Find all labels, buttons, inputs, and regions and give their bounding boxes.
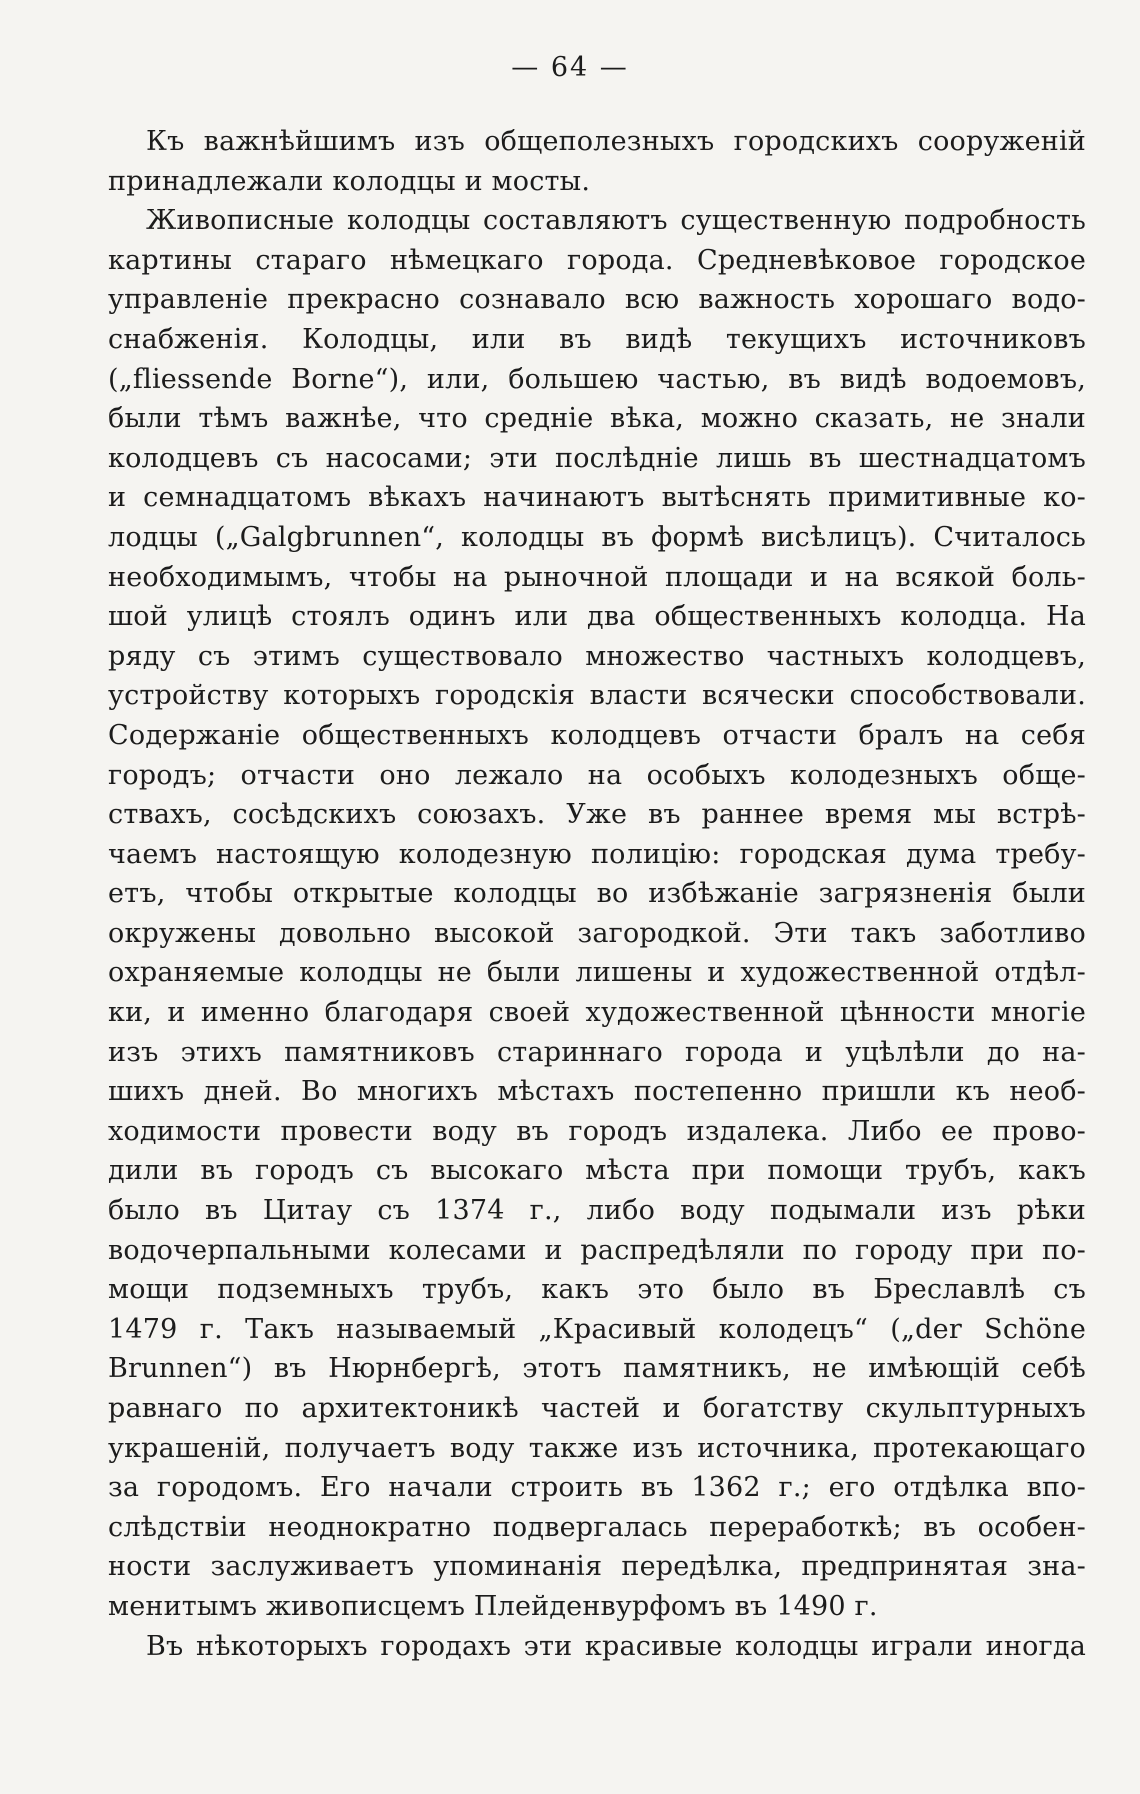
text-line: Живописные колодцы составляютъ существенную подробность: [146, 205, 1086, 237]
text-line: мощи подземныхъ трубъ, какъ это было въ Бреславлѣ съ: [108, 1274, 1086, 1306]
text-line: ходимости провести воду въ городъ издалека. Либо ее прово-: [108, 1115, 1086, 1147]
text-line: Содержаніе общественныхъ колодцевъ отчасти бралъ на себя: [108, 719, 1086, 751]
text-line: ки, и именно благодаря своей художественной цѣнности многіе: [108, 997, 1086, 1029]
paragraph-3: [108, 1627, 1086, 1667]
text-line: етъ, чтобы открытые колодцы во избѣжаніе загрязненія были: [108, 878, 1086, 910]
page-number: — 64 —: [511, 52, 629, 83]
text-line: лодцы („Galgbrunnen“, колодцы въ формѣ висѣлицъ). Считалось: [108, 521, 1086, 553]
text-line: и семнадцатомъ вѣкахъ начинаютъ вытѣснять примитивные ко-: [108, 482, 1086, 514]
text-line: принадлежали колодцы и мосты.: [108, 165, 591, 197]
text-line: Къ важнѣйшимъ изъ общеполезныхъ городскихъ сооруженій: [146, 126, 1086, 157]
text-line: 1479 г. Такъ называемый „Красивый колодецъ“ („der Schöne: [108, 1313, 1086, 1345]
text-line: шихъ дней. Во многихъ мѣстахъ постепенно пришли къ необ-: [108, 1076, 1086, 1108]
text-line: шой улицѣ стоялъ одинъ или два общественныхъ колодца. На: [108, 601, 1086, 633]
text-line: Brunnen“) въ Нюрнбергѣ, этотъ памятникъ, не имѣющій себѣ: [108, 1353, 1086, 1385]
text-line: колодцевъ съ насосами; эти послѣдніе лишь въ шестнадцатомъ: [108, 442, 1086, 474]
text-line: охраняемые колодцы не были лишены и художественной отдѣл-: [108, 957, 1086, 989]
text-line: городъ; отчасти оно лежало на особыхъ колодезныхъ обще-: [108, 759, 1086, 791]
text-line: чаемъ настоящую колодезную полицію: городская дума требу-: [108, 838, 1086, 870]
text-line: дили въ городъ съ высокаго мѣста при помощи трубъ, какъ: [108, 1155, 1086, 1187]
text-line: необходимымъ, чтобы на рыночной площади и на всякой боль-: [108, 561, 1086, 593]
text-line: равнаго по архитектоникѣ частей и богатству скульптурныхъ: [108, 1393, 1086, 1424]
text-line: Въ нѣкоторыхъ городахъ эти красивые колодцы играли иногда: [146, 1630, 1086, 1662]
text-line: водочерпальными колесами и распредѣляли по городу при по-: [108, 1234, 1086, 1266]
paragraph-2: [108, 201, 1086, 1626]
text-line: ряду съ этимъ существовало множество частныхъ колодцевъ,: [108, 640, 1086, 672]
text-line: менитымъ живописцемъ Плейденвурфомъ въ 1490 г.: [108, 1590, 878, 1622]
text-line: было въ Цитау съ 1374 г., либо воду подымали изъ рѣки: [108, 1195, 1086, 1227]
text-line: за городомъ. Его начали строить въ 1362 г.; его отдѣлка впо-: [108, 1472, 1086, 1504]
text-line: ствахъ, сосѣдскихъ союзахъ. Уже въ раннее время мы встрѣ-: [108, 799, 1086, 831]
paragraph-1: [108, 122, 1086, 201]
text-line: были тѣмъ важнѣе, что средніе вѣка, можно сказать, не знали: [108, 403, 1086, 435]
text-line: ности заслуживаетъ упоминанія передѣлка, предпринятая зна-: [108, 1551, 1086, 1583]
text-line: изъ этихъ памятниковъ стариннаго города и уцѣлѣли до на-: [108, 1036, 1086, 1068]
text-line: картины стараго нѣмецкаго города. Средневѣковое городское: [108, 244, 1086, 276]
text-line: устройству которыхъ городскія власти всячески способствовали.: [108, 680, 1086, 712]
body-text: [108, 122, 1086, 1666]
text-line: управленіе прекрасно сознавало всю важность хорошаго водо-: [108, 284, 1086, 316]
text-line: снабженія. Колодцы, или въ видѣ текущихъ источниковъ: [108, 323, 1086, 355]
text-line: окружены довольно высокой загородкой. Эти такъ заботливо: [108, 917, 1086, 949]
text-line: слѣдствіи неоднократно подвергалась переработкѣ; въ особен-: [108, 1511, 1086, 1543]
text-line: („fliessende Borne“), или, большею частью, въ видѣ водоемовъ,: [108, 363, 1086, 395]
text-line: украшеній, получаетъ воду также изъ источника, протекающаго: [108, 1432, 1086, 1464]
